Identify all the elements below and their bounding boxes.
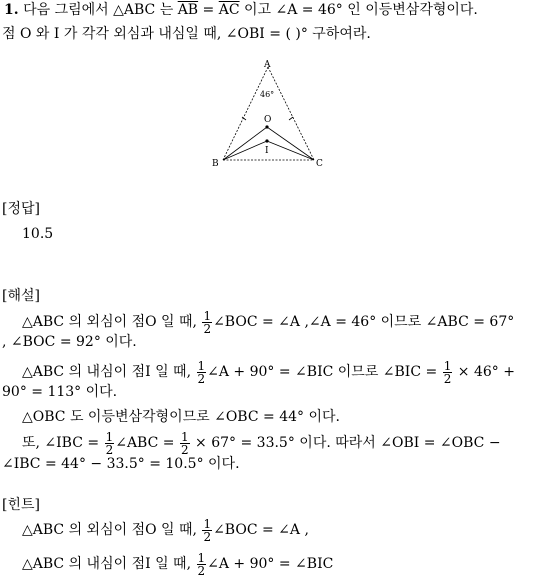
problem-question: 점 O 와 I 가 각각 외심과 내심일 때, ∠OBI = ( )° 구하여라. <box>2 26 371 42</box>
point-i <box>265 139 268 142</box>
fraction-half: $\frac{1}{2}$ <box>105 429 114 457</box>
hint-line-2: △ABC 의 내심이 점I 일 때, $\frac{1}{2}$ ∠A + 90° = ∠BIC <box>22 550 334 578</box>
fraction-half: $\frac{1}{2}$ <box>203 308 212 336</box>
triangle-figure <box>205 55 335 175</box>
explanation-line-1: △ABC 의 외심이 점O 일 때, $\frac{1}{2}$ ∠BOC = ∠A ,∠A = 46° 이므로 ∠ABC = 67° <box>22 308 515 336</box>
fraction-half: $\frac{1}{2}$ <box>197 550 206 578</box>
segment-ab: $\overline{AB}$ <box>177 2 199 18</box>
problem-text-b: 이고 ∠A = 46° 인 이등변삼각형이다. <box>239 2 478 18</box>
angle-a-label: 46° <box>260 90 275 99</box>
answer-heading: [정답] <box>2 201 40 217</box>
segment-ac: $\overline{AC}$ <box>218 2 240 18</box>
explanation-line-4: 90° = 113° 이다. <box>2 384 118 400</box>
equals-sign: = <box>198 2 219 18</box>
fraction-half: $\frac{1}{2}$ <box>197 358 206 386</box>
problem-number: 1. <box>4 2 19 18</box>
point-o <box>265 125 268 128</box>
explanation-line-3: △ABC 의 내심이 점I 일 때, $\frac{1}{2}$ ∠A + 90° = ∠BIC 이므로 ∠BIC = $\frac{1}{2}$ × 46° + <box>22 358 515 386</box>
problem-text-a: 다음 그림에서 △ABC 는 <box>23 2 178 18</box>
vertex-b-label: B <box>212 159 219 169</box>
explanation-heading: [해설] <box>2 288 40 304</box>
explanation-line-7: ∠IBC = 44° − 33.5° = 10.5° 이다. <box>2 456 240 472</box>
vertex-a-label: A <box>264 60 271 70</box>
explanation-line-2: , ∠BOC = 92° 이다. <box>2 334 137 350</box>
problem-line-1 <box>4 2 478 18</box>
point-o-label: O <box>264 115 272 125</box>
hint-heading: [힌트] <box>2 497 40 513</box>
explanation-line-6: 또, ∠IBC = $\frac{1}{2}$ ∠ABC = $\frac{1}{2}$ × 67° = 33.5° 이다. 따라서 ∠OBI = ∠OBC − <box>22 429 501 457</box>
problem-line-2 <box>2 26 371 42</box>
fraction-half: $\frac{1}{2}$ <box>443 358 452 386</box>
explanation-line-5: △OBC 도 이등변삼각형이므로 ∠OBC = 44° 이다. <box>22 409 340 425</box>
fraction-half: $\frac{1}{2}$ <box>180 429 189 457</box>
fraction-half: $\frac{1}{2}$ <box>203 516 212 544</box>
hint-line-1: △ABC 의 외심이 점O 일 때, $\frac{1}{2}$ ∠BOC = ∠A , <box>22 516 309 544</box>
vertex-c-label: C <box>316 159 323 169</box>
point-i-label: I <box>265 146 269 156</box>
answer-value: 10.5 <box>22 226 54 242</box>
